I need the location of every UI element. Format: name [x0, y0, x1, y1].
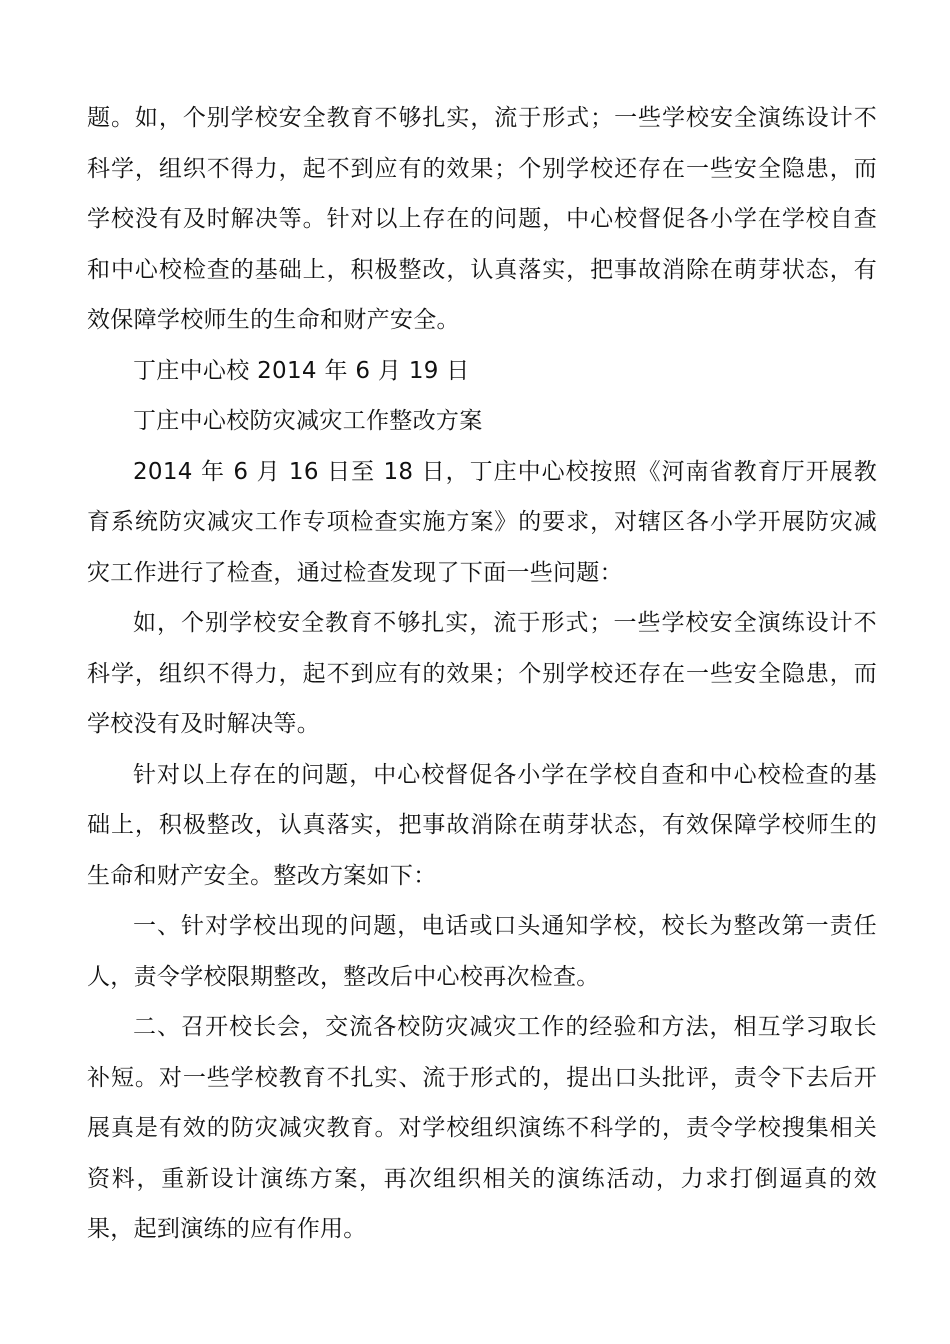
paragraph-inspection-intro: 2014 年 6 月 16 日至 18 日，丁庄中心校按照《河南省教育厅开展教育系统防灾减灾工作专项检查实施方案》的要求，对辖区各小学开展防灾减灾工作进行了检查，通过检查发现了下面一些问题：	[87, 458, 877, 586]
paragraph-item-two: 二、召开校长会，交流各校防灾减灾工作的经验和方法，相互学习取长补短。对一些学校教育不扎实、流于形式的，提出口头批评，责令下去后开展真是有效的防灾减灾教育。对学校组织演练不科学的，责令学校搜集相关资料，重新设计演练方案，再次组织相关的演练活动，力求打倒逼真的效果，起到演练的应有作用。	[87, 1014, 877, 1242]
signature-date-line: 丁庄中心校 2014 年 6 月 19 日	[133, 357, 470, 384]
document-body	[87, 93, 877, 1255]
document-heading: 丁庄中心校防灾减灾工作整改方案	[133, 408, 483, 434]
paragraph-item-one: 一、针对学校出现的问题，电话或口头通知学校，校长为整改第一责任人，责令学校限期整改，整改后中心校再次检查。	[87, 913, 877, 990]
paragraph-measures-intro: 针对以上存在的问题，中心校督促各小学在学校自查和中心校检查的基础上，积极整改，认真落实，把事故消除在萌芽状态，有效保障学校师生的生命和财产安全。整改方案如下：	[87, 761, 877, 889]
paragraph-problems: 如，个别学校安全教育不够扎实，流于形式；一些学校安全演练设计不科学，组织不得力，起不到应有的效果；个别学校还存在一些安全隐患，而学校没有及时解决等。	[87, 610, 877, 737]
paragraph-continuation: 题。如，个别学校安全教育不够扎实，流于形式；一些学校安全演练设计不科学，组织不得力，起不到应有的效果；个别学校还存在一些安全隐患，而学校没有及时解决等。针对以上存在的问题，中心校督促各小学在学校自查和中心校检查的基础上，积极整改，认真落实，把事故消除在萌芽状态，有效保障学校师生的生命和财产安全。	[87, 105, 877, 333]
